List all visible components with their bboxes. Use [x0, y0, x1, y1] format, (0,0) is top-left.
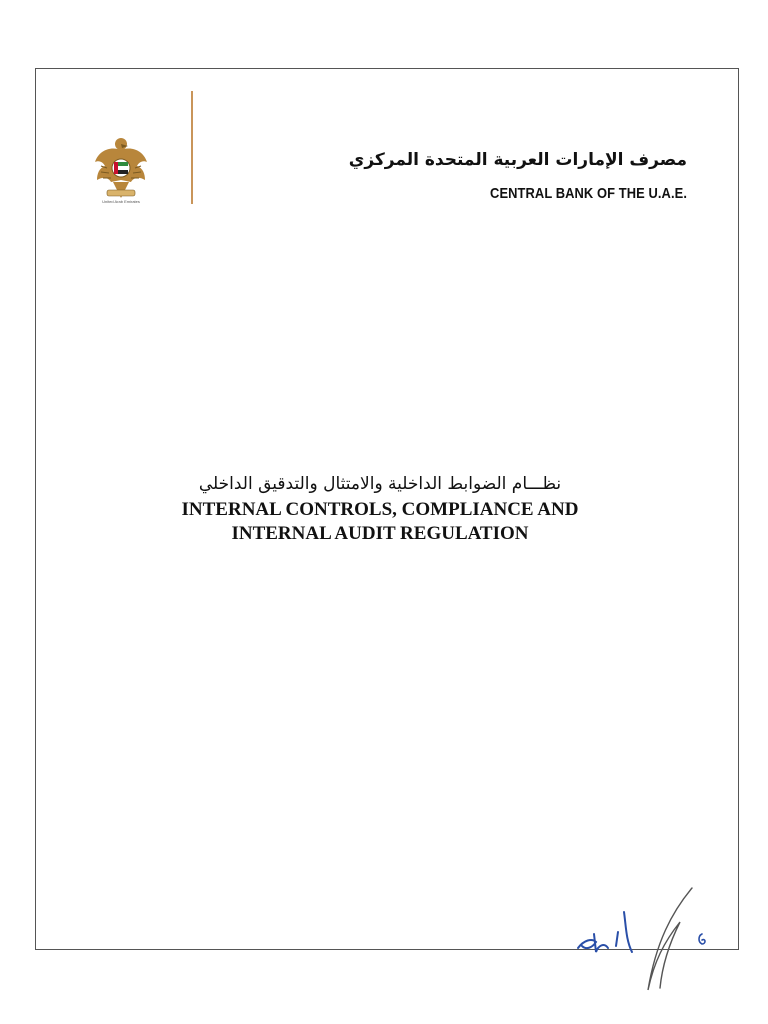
header-divider: [191, 91, 193, 204]
title-english-line2: INTERNAL AUDIT REGULATION: [231, 523, 529, 544]
handwritten-signature: [572, 882, 722, 992]
title-arabic: نظـــام الضوابط الداخلية والامتثال والتدقيق الداخلي: [198, 474, 562, 494]
bank-name-arabic: مصرف الإمارات العربية المتحدة المركزي: [348, 150, 687, 170]
bank-name-english: CENTRAL BANK OF THE U.A.E.: [490, 185, 687, 202]
uae-falcon-emblem-icon: [93, 132, 149, 208]
title-english-line1: INTERNAL CONTROLS, COMPLIANCE AND: [181, 499, 579, 520]
emblem-caption: United Arab Emirates: [102, 199, 140, 204]
document-title: [120, 474, 640, 546]
